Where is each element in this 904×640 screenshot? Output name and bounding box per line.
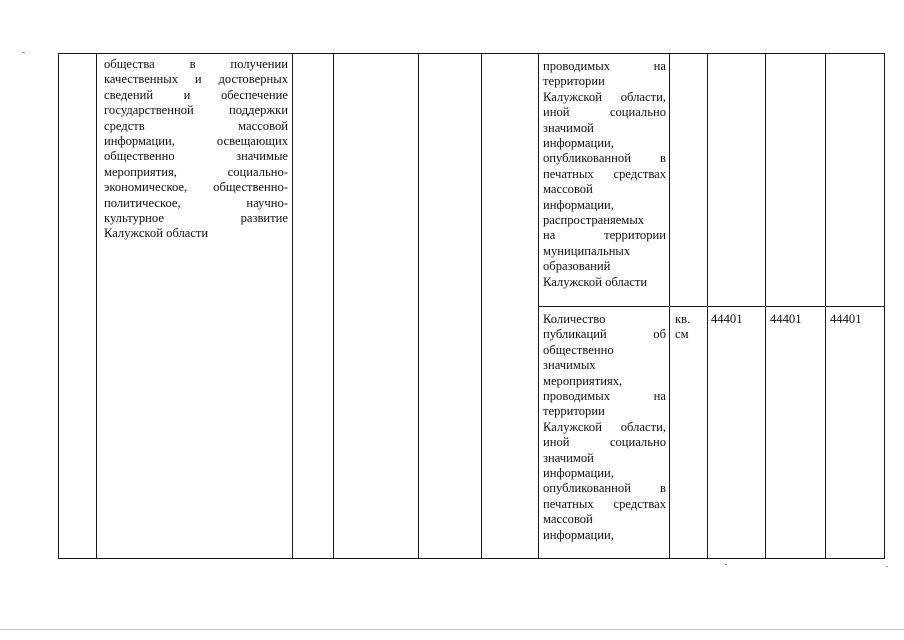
unit-line: см	[675, 327, 689, 342]
indicator-line: массовой	[543, 182, 593, 197]
indicator-line: опубликованной в	[543, 481, 666, 496]
indicator-line: печатных средствах	[543, 166, 666, 181]
description-line: сведений и обеспечение	[104, 87, 288, 102]
indicator-line: информации,	[543, 466, 614, 481]
value-cell-2: 44401	[770, 312, 802, 326]
value-cell-3: 44401	[830, 312, 862, 326]
indicator-line: муниципальных	[543, 243, 631, 258]
indicator-line: печатных средствах	[543, 496, 666, 511]
indicator-line: иной социально	[543, 435, 666, 450]
col-line-1	[96, 53, 97, 558]
description-line: общества в получении	[104, 57, 288, 71]
col-line-4	[418, 53, 419, 558]
table-top-border	[58, 53, 885, 54]
indicator-line: Калужской области,	[543, 89, 666, 104]
description-line: информации, освещающих	[104, 134, 288, 149]
indicator-line: значимой	[543, 120, 594, 135]
description-line: мероприятия, социально-	[104, 164, 288, 179]
scan-bottom-line	[0, 629, 904, 630]
indicator-line: Калужской области,	[543, 419, 666, 434]
indicator-line: опубликованной в	[543, 151, 666, 166]
indicator-cell-top	[543, 59, 666, 290]
col-line-0	[58, 53, 59, 558]
col-line-2	[292, 53, 293, 558]
description-line: государственной поддержки	[104, 103, 288, 118]
indicator-line: массовой	[543, 512, 593, 527]
value-cell-1: 44401	[711, 312, 743, 326]
indicator-line: проводимых на	[543, 59, 666, 73]
description-line: Калужской области	[104, 226, 209, 241]
indicator-line: значимой	[543, 450, 594, 465]
col-line-3	[333, 53, 334, 558]
description-line: экономическое, общественно-	[104, 180, 288, 195]
indicator-line: образований	[543, 259, 611, 274]
indicator-line: распространяемых	[543, 213, 645, 228]
indicator-line: информации,	[543, 136, 614, 151]
description-line: средств массовой	[104, 118, 288, 133]
unit-cell	[675, 312, 705, 343]
scan-speck	[22, 52, 25, 53]
description-cell	[104, 57, 288, 242]
indicator-line: проводимых на	[543, 389, 666, 404]
indicator-line: информации,	[543, 197, 614, 212]
unit-line: кв.	[675, 312, 691, 326]
indicator-line: публикаций об	[543, 327, 666, 342]
indicator-line: на территории	[543, 228, 666, 243]
indicator-cell-bottom	[543, 312, 666, 543]
indicator-line: Количество	[543, 312, 606, 326]
col-line-5	[481, 53, 482, 558]
description-line: общественно значимые	[104, 149, 288, 164]
description-line: политическое, научно-	[104, 195, 288, 210]
indicator-line: общественно	[543, 342, 614, 357]
description-line: культурное развитие	[104, 211, 288, 226]
indicator-line: территории	[543, 74, 605, 89]
indicator-line: информации,	[543, 527, 614, 542]
scan-speck	[886, 566, 888, 567]
row-divider	[538, 306, 885, 307]
indicator-line: иной социально	[543, 105, 666, 120]
indicator-line: территории	[543, 404, 605, 419]
indicator-line: Калужской области	[543, 274, 648, 289]
indicator-line: значимых	[543, 358, 596, 373]
scan-speck	[725, 564, 727, 565]
description-line: качественных и достоверных	[104, 72, 288, 87]
indicator-line: мероприятиях,	[543, 373, 623, 388]
table-bottom-border	[58, 558, 885, 559]
